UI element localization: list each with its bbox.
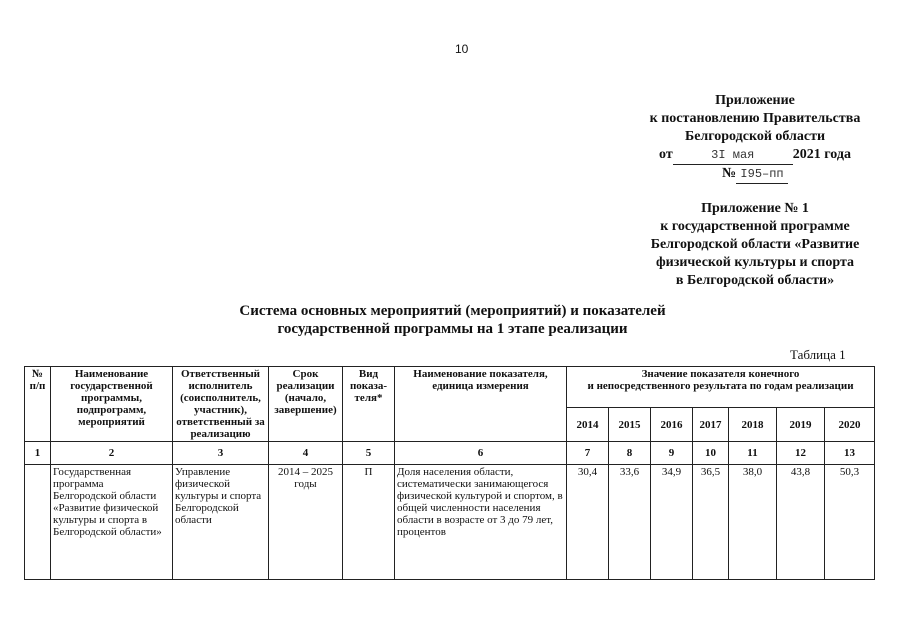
- column-number: 3: [173, 442, 269, 465]
- year-header: 2016: [651, 408, 693, 442]
- table-label: Таблица 1: [790, 347, 846, 362]
- header-indicator: Наименование показателя, единица измерения: [395, 367, 567, 442]
- appendix-2-line-4: физической культуры и спорта: [655, 255, 855, 270]
- appendix-2-line-3: Белгородской области «Развитие: [650, 237, 860, 252]
- appendix-2-header: [610, 200, 900, 290]
- column-number: 6: [395, 442, 567, 465]
- document-title-line-2: государственной программы на 1 этапе реализации: [277, 321, 628, 337]
- row-value-2016: 34,9: [651, 465, 693, 580]
- column-number: 9: [651, 442, 693, 465]
- column-number: 1: [25, 442, 51, 465]
- indicators-table: [24, 366, 875, 580]
- year-header: 2018: [729, 408, 777, 442]
- column-numbers-row: [25, 442, 875, 465]
- column-number: 2: [51, 442, 173, 465]
- table-row: [25, 465, 875, 580]
- row-term: 2014 – 2025 годы: [269, 465, 343, 580]
- row-value-2017: 36,5: [693, 465, 729, 580]
- document-title: [0, 302, 905, 338]
- column-number: 7: [567, 442, 609, 465]
- header-type: Вид показа-теля*: [343, 367, 395, 442]
- year-header: 2019: [777, 408, 825, 442]
- row-value-2020: 50,3: [825, 465, 875, 580]
- header-num: № п/п: [25, 367, 51, 442]
- year-suffix: 2021 года: [792, 147, 851, 162]
- column-number: 5: [343, 442, 395, 465]
- appendix-header: [610, 92, 900, 184]
- column-number: 11: [729, 442, 777, 465]
- year-header: 2014: [567, 408, 609, 442]
- year-header: 2017: [693, 408, 729, 442]
- appendix-line-2: к постановлению Правительства: [649, 111, 861, 126]
- appendix-2-line-5: в Белгородской области»: [675, 273, 835, 288]
- row-indicator-type: П: [343, 465, 395, 580]
- header-executor: Ответственный исполнитель (соисполнитель, участник), ответственный за реализацию: [173, 367, 269, 442]
- row-value-2018: 38,0: [729, 465, 777, 580]
- column-number: 10: [693, 442, 729, 465]
- appendix-date-line: [610, 146, 900, 165]
- appendix-title: Приложение: [715, 93, 795, 108]
- number-prefix: №: [721, 166, 737, 181]
- column-number: 4: [269, 442, 343, 465]
- header-name: Наименование государственной программы, подпрограмм, мероприятий: [51, 367, 173, 442]
- page-number: 10: [455, 42, 469, 56]
- column-number: 8: [609, 442, 651, 465]
- header-values-line-2: и непосредственного результата по годам реализации: [587, 380, 854, 392]
- row-executor: Управление физической культуры и спорта Белгородской области: [173, 465, 269, 580]
- column-number: 13: [825, 442, 875, 465]
- appendix-2-title: Приложение № 1: [701, 201, 809, 216]
- row-value-2019: 43,8: [777, 465, 825, 580]
- row-value-2014: 30,4: [567, 465, 609, 580]
- row-program-name: Государственная программа Белгородской области «Развитие физической культуры и спорта в Белгородской области»: [51, 465, 173, 580]
- date-prefix: от: [659, 147, 673, 162]
- date-handwritten: 3I мая: [673, 146, 793, 165]
- appendix-2-line-2: к государственной программе: [660, 219, 850, 234]
- year-header: 2020: [825, 408, 875, 442]
- row-value-2015: 33,6: [609, 465, 651, 580]
- header-term: Срок реализации (начало, завершение): [269, 367, 343, 442]
- row-indicator-name: Доля населения области, систематически занимающегося физической культурой и спортом, в общей численности населения области в возрасте от 3 до 79 лет, процентов: [395, 465, 567, 580]
- number-handwritten: I95–пп: [736, 165, 788, 184]
- column-number: 12: [777, 442, 825, 465]
- document-title-line-1: Система основных мероприятий (мероприятий) и показателей: [239, 303, 666, 319]
- header-values: [567, 367, 875, 408]
- appendix-line-3: Белгородской области: [684, 129, 826, 144]
- appendix-number-line: [610, 165, 900, 184]
- row-num: [25, 465, 51, 580]
- header-values-line-1: Значение показателя конечного: [641, 368, 800, 380]
- year-header: 2015: [609, 408, 651, 442]
